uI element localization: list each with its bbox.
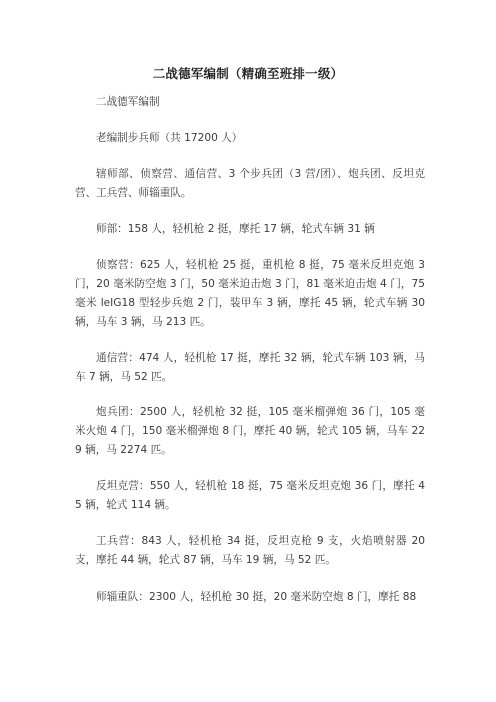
document-title: 二战德军编制（精确至班排一级） <box>152 66 344 81</box>
paragraph-division-units: 辖师部、侦察营、通信营、3 个步兵团（3 营/团）、炮兵团、反坦克营、工兵营、师辎重队。 <box>75 168 425 199</box>
paragraph-heading: 二战德军编制 <box>96 96 160 108</box>
paragraph-signals-battalion: 通信营：474 人，轻机枪 17 挺，摩托 32 辆，轮式车辆 103 辆，马车 7 辆，马 52 匹。 <box>75 352 425 383</box>
paragraph-supply-train: 师辎重队：2300 人，轻机枪 30 挺，20 毫米防空炮 8 门，摩托 88 <box>96 591 417 603</box>
paragraph-engineer-battalion: 工兵营：843 人，轻机枪 34 挺，反坦克枪 9 支，火焰喷射器 20 支，摩托 44 辆，轮式 87 辆，马车 19 辆，马 52 匹。 <box>75 535 425 566</box>
paragraph-antitank-battalion: 反坦克营：550 人，轻机枪 18 挺，75 毫米反坦克炮 36 门，摩托 45 辆，轮式 114 辆。 <box>75 480 425 511</box>
paragraph-artillery-regiment: 炮兵团：2500 人，轻机枪 32 挺，105 毫米榴弹炮 36 门，105 毫米火炮 4 门，150 毫米榴弹炮 8 门，摩托 40 辆，轮式 105 辆，马车 229 辆，马 2274 匹。 <box>75 406 425 456</box>
paragraph-recon-battalion: 侦察营：625 人，轻机枪 25 挺，重机枪 8 挺，75 毫米反坦克炮 3 门，20 毫米防空炮 3 门，50 毫米迫击炮 3 门，81 毫米迫击炮 4 门，75 毫米 leIG18 型轻步兵炮 2 门，装甲车 3 辆，摩托 45 辆，轮式车辆 30 辆，马车 3 辆，马 213 匹。 <box>75 259 425 328</box>
paragraph-hq: 师部：158 人，轻机枪 2 挺，摩托 17 辆，轮式车辆 31 辆 <box>96 223 375 235</box>
paragraph-division-total: 老编制步兵师（共 17200 人） <box>96 132 243 144</box>
